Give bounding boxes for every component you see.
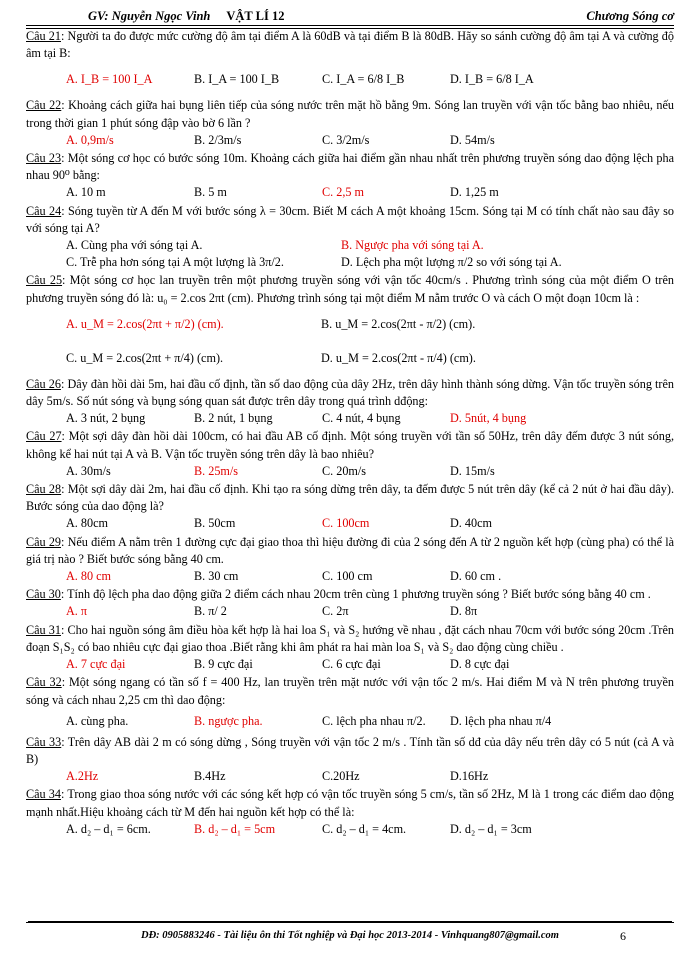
question-24 bbox=[26, 203, 674, 272]
question-number: Câu 34 bbox=[26, 787, 61, 802]
answer-option: C. 20m/s bbox=[322, 463, 367, 478]
answer-option: B. I_A = 100 I_B bbox=[194, 72, 280, 87]
question-number: Câu 30 bbox=[26, 587, 61, 602]
question-30 bbox=[26, 586, 674, 620]
answer-option: D. 15m/s bbox=[450, 463, 495, 478]
answer-option: C. 6 cực đại bbox=[322, 657, 381, 672]
answer-option: C. 2,5 m bbox=[322, 185, 364, 200]
answer-option: D.16Hz bbox=[450, 769, 489, 784]
answer-option: B. 2/3m/s bbox=[194, 132, 242, 147]
page-header bbox=[26, 0, 674, 26]
question-text: : Nếu điểm A nằm trên 1 đường cực đại giao thoa thì hiệu đường đi của 2 sóng đến A từ 2 nguồn kết hợp (cùng pha) có thể là giá trị nào ? Biết bước sóng bằng 40 cm. bbox=[26, 534, 675, 566]
question-text: : Một sóng cơ học có bước sóng 10m. Khoảng cách giữa hai điểm gần nhau nhất trên phương truyền sóng dao động lệch pha nhau 90⁰ bằng: bbox=[26, 151, 674, 183]
answer-option: A. π bbox=[66, 604, 88, 619]
answer-options bbox=[26, 184, 674, 201]
question-34 bbox=[26, 786, 674, 838]
question-number: Câu 23 bbox=[26, 151, 62, 166]
answer-option: C.20Hz bbox=[322, 769, 360, 784]
question-number: Câu 24 bbox=[26, 203, 62, 218]
question-text: : Người ta đo được mức cường độ âm tại điểm A là 60dB và tại điểm B là 80dB. Hãy so sánh cường độ âm tại A và cường độ âm tại B: bbox=[26, 29, 674, 61]
answer-option: A. 0,9m/s bbox=[66, 132, 114, 147]
question-21 bbox=[26, 28, 674, 96]
answer-options bbox=[26, 410, 674, 427]
answer-option: A. cùng pha. bbox=[66, 713, 129, 728]
question-text: : Một sợi dây đàn hồi dài 100cm, có hai đầu AB cố định. Một sóng truyền với tần số 50Hz, trên dây đếm được 3 nút sóng, không kể hai nút tại A và B. Vận tốc truyền sóng trên dây là bao nhiêu? bbox=[26, 429, 674, 461]
subject-title: VẬT LÍ 12 bbox=[226, 8, 285, 23]
answer-option: C. 3/2m/s bbox=[322, 132, 370, 147]
answer-option: C. Trễ pha hơn sóng tại A một lượng là 3π/2. bbox=[66, 255, 284, 270]
question-text: : Khoảng cách giữa hai bụng liên tiếp của sóng nước trên mặt hồ bằng 9m. Sóng lan truyền với vận tốc bằng bao nhiêu, nếu trong thời gian 1 phút sóng đập vào bờ 6 lần ? bbox=[26, 98, 674, 130]
question-27 bbox=[26, 428, 674, 480]
answer-option: B. 50cm bbox=[194, 516, 236, 531]
answer-option: D. lệch pha nhau π/4 bbox=[450, 713, 552, 728]
answer-option: C. I_A = 6/8 I_B bbox=[322, 72, 405, 87]
answer-option: A. I_B = 100 I_A bbox=[66, 72, 153, 87]
answer-option: C. 4 nút, 4 bụng bbox=[322, 411, 401, 426]
answer-option: B. π/ 2 bbox=[194, 604, 227, 619]
answer-option: D. 54m/s bbox=[450, 132, 495, 147]
author-name: GV: Nguyễn Ngọc Vinh bbox=[88, 8, 211, 23]
answer-option: B. Ngược pha với sóng tại A. bbox=[341, 238, 484, 253]
answer-option: C. 100cm bbox=[322, 516, 370, 531]
question-text: : Sóng tuyền từ A đến M với bước sóng λ = 30cm. Biết M cách A một khoảng 15cm. Sóng tại M có tính chất nào sau đây so với sóng tại A? bbox=[26, 203, 674, 235]
answer-option: C. u_M = 2.cos(2πt + π/4) (cm). bbox=[66, 350, 224, 365]
question-number: Câu 26 bbox=[26, 376, 61, 391]
question-text: : Một sóng cơ học lan truyền trên một phương truyền sóng với vận tốc 40cm/s . Phương trình sóng của một điểm O trên phương truyền sóng đó là: u₀ = 2.cos 2πt (cm). Phương trình sóng tại một điểm M nằm trước O và cách O một đoạn 10cm là : bbox=[26, 273, 674, 305]
answer-options bbox=[26, 307, 674, 375]
question-28 bbox=[26, 481, 674, 533]
question-number: Câu 31 bbox=[26, 622, 61, 637]
question-22 bbox=[26, 97, 674, 149]
answer-options bbox=[26, 463, 674, 480]
answer-option: A. u_M = 2.cos(2πt + π/2) (cm). bbox=[66, 316, 224, 331]
answer-option: A. d₂ – d₁ = 6cm. bbox=[66, 821, 151, 836]
answer-option: A. 7 cực đại bbox=[66, 657, 126, 672]
question-number: Câu 28 bbox=[26, 482, 62, 497]
answer-option: D. I_B = 6/8 I_A bbox=[450, 72, 534, 87]
answer-option: A. 10 m bbox=[66, 185, 106, 200]
answer-option: D. 8π bbox=[450, 604, 478, 619]
answer-option: D. d₂ – d₁ = 3cm bbox=[450, 821, 532, 836]
question-list bbox=[26, 26, 674, 838]
answer-options bbox=[26, 656, 674, 673]
answer-option: A. 80cm bbox=[66, 516, 108, 531]
answer-options bbox=[26, 62, 674, 96]
answer-option: B. u_M = 2.cos(2πt - π/2) (cm). bbox=[321, 316, 476, 331]
question-25 bbox=[26, 272, 674, 374]
answer-option: B. 25m/s bbox=[194, 463, 239, 478]
answer-option: D. 1,25 m bbox=[450, 185, 499, 200]
answer-option: A.2Hz bbox=[66, 769, 99, 784]
question-text: : Trong giao thoa sóng nước với các sóng kết hợp có vận tốc truyền sóng 5 cm/s, tần số 2Hz, M là 1 trong các điểm dao động mạnh nhất.Hiệu khoảng cách từ M đến hai nguồn kết hợp có thể là: bbox=[26, 787, 674, 819]
footer-text: DĐ: 0905883246 - Tài liệu ôn thi Tốt nghiệp và Đại học 2013-2014 - Vinhquang807@gmail.com bbox=[141, 930, 559, 941]
question-31 bbox=[26, 622, 674, 674]
answer-option: B. d₂ – d₁ = 5cm bbox=[194, 821, 276, 836]
answer-option: D. Lệch pha một lượng π/2 so với sóng tại A. bbox=[341, 255, 562, 270]
answer-option: A. 30m/s bbox=[66, 463, 111, 478]
answer-option: A. Cùng pha với sóng tại A. bbox=[66, 238, 203, 253]
answer-options bbox=[26, 603, 674, 620]
answer-option: C. lệch pha nhau π/2. bbox=[322, 713, 426, 728]
question-29 bbox=[26, 534, 674, 586]
question-text: : Cho hai nguồn sóng âm điều hòa kết hợp là hai loa S₁ và S₂ hướng về nhau , đặt cách nhau 70cm với bước sóng 20cm .Trên đoạn S₁S₂ có bao nhiêu cực đại giao thoa .Biết rằng khi âm phát ra hai màn loa S₁ và S₂ dao động cùng chiều . bbox=[26, 622, 674, 654]
answer-options bbox=[26, 515, 674, 532]
answer-option: A. 80 cm bbox=[66, 569, 112, 584]
answer-option: B.4Hz bbox=[194, 769, 226, 784]
answer-option: C. 100 cm bbox=[322, 569, 373, 584]
answer-option: B. 9 cực đại bbox=[194, 657, 253, 672]
chapter-title: Chương Sóng cơ bbox=[586, 8, 674, 23]
answer-options bbox=[26, 709, 674, 733]
answer-options bbox=[26, 237, 674, 271]
answer-option: D. 5nút, 4 bụng bbox=[450, 411, 527, 426]
answer-option: D. u_M = 2.cos(2πt - π/4) (cm). bbox=[321, 350, 476, 365]
question-text: : Trên dây AB dài 2 m có sóng dừng , Sóng truyền với vận tốc 2 m/s . Tính tần số dđ của dây nếu trên dây có 5 nút (cả A và B) bbox=[26, 734, 674, 766]
question-number: Câu 25 bbox=[26, 273, 63, 288]
answer-option: C. 2π bbox=[322, 604, 349, 619]
answer-option: D. 40cm bbox=[450, 516, 492, 531]
question-number: Câu 32 bbox=[26, 675, 62, 690]
question-text: : Một sợi dây dài 2m, hai đầu cố định. Khi tạo ra sóng dừng trên dây, ta đếm được 5 nút trên dây (kể cả 2 nút ở hai đầu dây). Bước sóng của dao động là? bbox=[26, 482, 674, 514]
question-number: Câu 21 bbox=[26, 29, 61, 43]
question-text: : Một sóng ngang có tần số f = 400 Hz, lan truyền trên mặt nước với vận tốc 2 m/s. Hai điểm M và N trên phương truyền sóng và cách nhau 2,25 cm thì dao động: bbox=[26, 675, 674, 707]
question-26 bbox=[26, 376, 674, 428]
question-number: Câu 27 bbox=[26, 429, 62, 444]
answer-options bbox=[26, 568, 674, 585]
answer-option: B. 2 nút, 1 bụng bbox=[194, 411, 273, 426]
question-number: Câu 29 bbox=[26, 534, 62, 549]
question-23 bbox=[26, 150, 674, 202]
question-text: : Dây đàn hồi dài 5m, hai đầu cố định, tần số dao động của dây 2Hz, trên dây hình thành sóng dừng. Vận tốc truyền sóng trên dây 5m/s. Số nút sóng và bụng sóng quan sát được trên dây trong quá trình dđộng: bbox=[26, 376, 674, 409]
question-number: Câu 22 bbox=[26, 98, 62, 113]
question-32 bbox=[26, 674, 674, 732]
answer-option: D. 60 cm . bbox=[450, 569, 502, 584]
question-text: : Tính độ lệch pha dao động giữa 2 điểm cách nhau 20cm trên cùng 1 phương truyền sóng ? Biết bước sóng bằng 40 cm . bbox=[60, 587, 651, 602]
answer-option: B. 30 cm bbox=[194, 569, 239, 584]
answer-option: A. 3 nút, 2 bụng bbox=[66, 411, 146, 426]
answer-options bbox=[26, 768, 674, 785]
answer-option: B. 5 m bbox=[194, 185, 227, 200]
page-number: 6 bbox=[620, 929, 626, 943]
page-footer bbox=[26, 922, 674, 944]
answer-options bbox=[26, 132, 674, 149]
answer-option: B. ngược pha. bbox=[194, 713, 263, 728]
question-33 bbox=[26, 734, 674, 786]
answer-options bbox=[26, 821, 674, 838]
answer-option: C. d₂ – d₁ = 4cm. bbox=[322, 821, 407, 836]
answer-option: D. 8 cực đại bbox=[450, 657, 510, 672]
question-number: Câu 33 bbox=[26, 734, 62, 749]
